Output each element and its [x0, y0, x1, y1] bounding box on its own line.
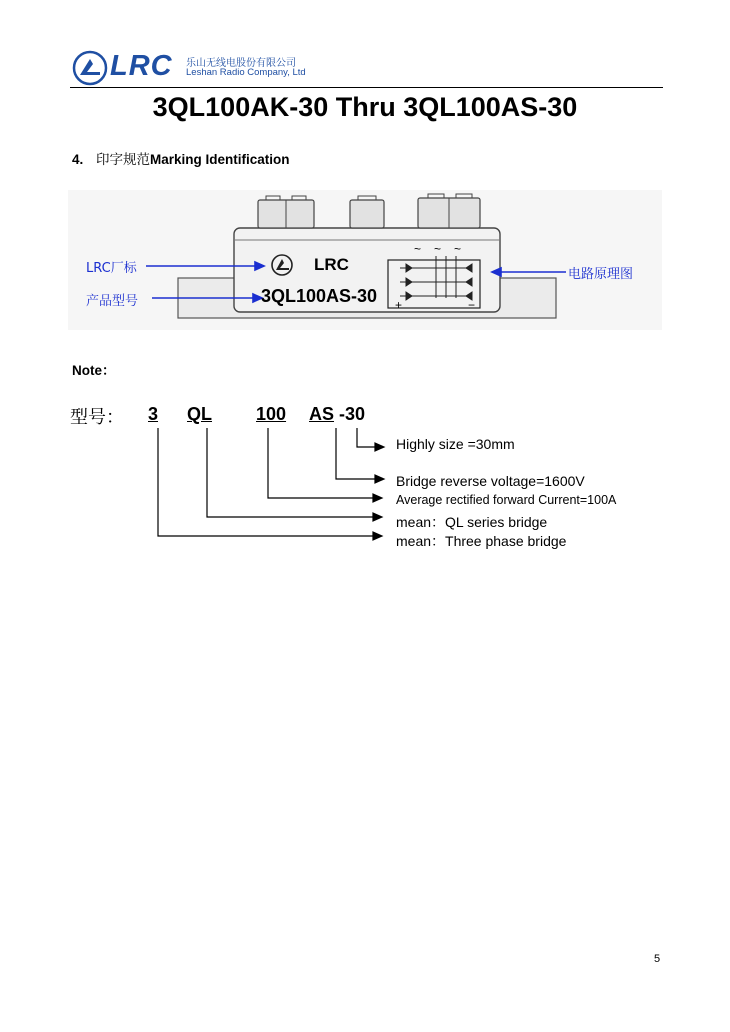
desc-height: Highly size =30mm	[396, 436, 515, 452]
minus-sign: −	[468, 298, 476, 312]
company-name-en: Leshan Radio Company, Ltd	[186, 67, 306, 78]
page-number: 5	[654, 953, 661, 965]
label-product-model: 产品型号	[86, 294, 139, 309]
label-lrc-logo: LRC厂标	[86, 261, 137, 276]
desc-series: mean：QL series bridge	[396, 514, 548, 530]
module-brand: LRC	[314, 255, 349, 274]
document-title: 3QL100AK-30 Thru 3QL100AS-30	[152, 92, 578, 122]
part-code-30: -30	[339, 404, 366, 424]
company-name-cn: 乐山无线电股份有限公司	[186, 58, 296, 69]
section-title-cn: 印字规范	[96, 152, 150, 168]
ac-symbol-3: ~	[454, 242, 462, 256]
plus-sign: +	[395, 298, 403, 312]
part-code-ql: QL	[187, 404, 212, 424]
desc-voltage: Bridge reverse voltage=1600V	[396, 473, 585, 489]
note-heading: Note：	[72, 363, 116, 378]
desc-phase: mean：Three phase bridge	[396, 533, 567, 549]
part-code-3: 3	[148, 404, 159, 424]
module-marking: 3QL100AS-30	[261, 286, 378, 306]
logo-text: LRC	[110, 50, 173, 82]
label-circuit-diagram: 电路原理图	[568, 267, 634, 282]
ac-symbol-2: ~	[434, 242, 442, 256]
model-label: 型号：	[70, 407, 124, 428]
part-code-as: AS	[309, 404, 335, 424]
part-code-100: 100	[256, 404, 287, 424]
section-number: 4.	[72, 152, 84, 167]
ac-symbol-1: ~	[414, 242, 422, 256]
section-title-en: Marking Identification	[150, 152, 290, 167]
desc-current: Average rectified forward Current=100A	[396, 493, 617, 507]
